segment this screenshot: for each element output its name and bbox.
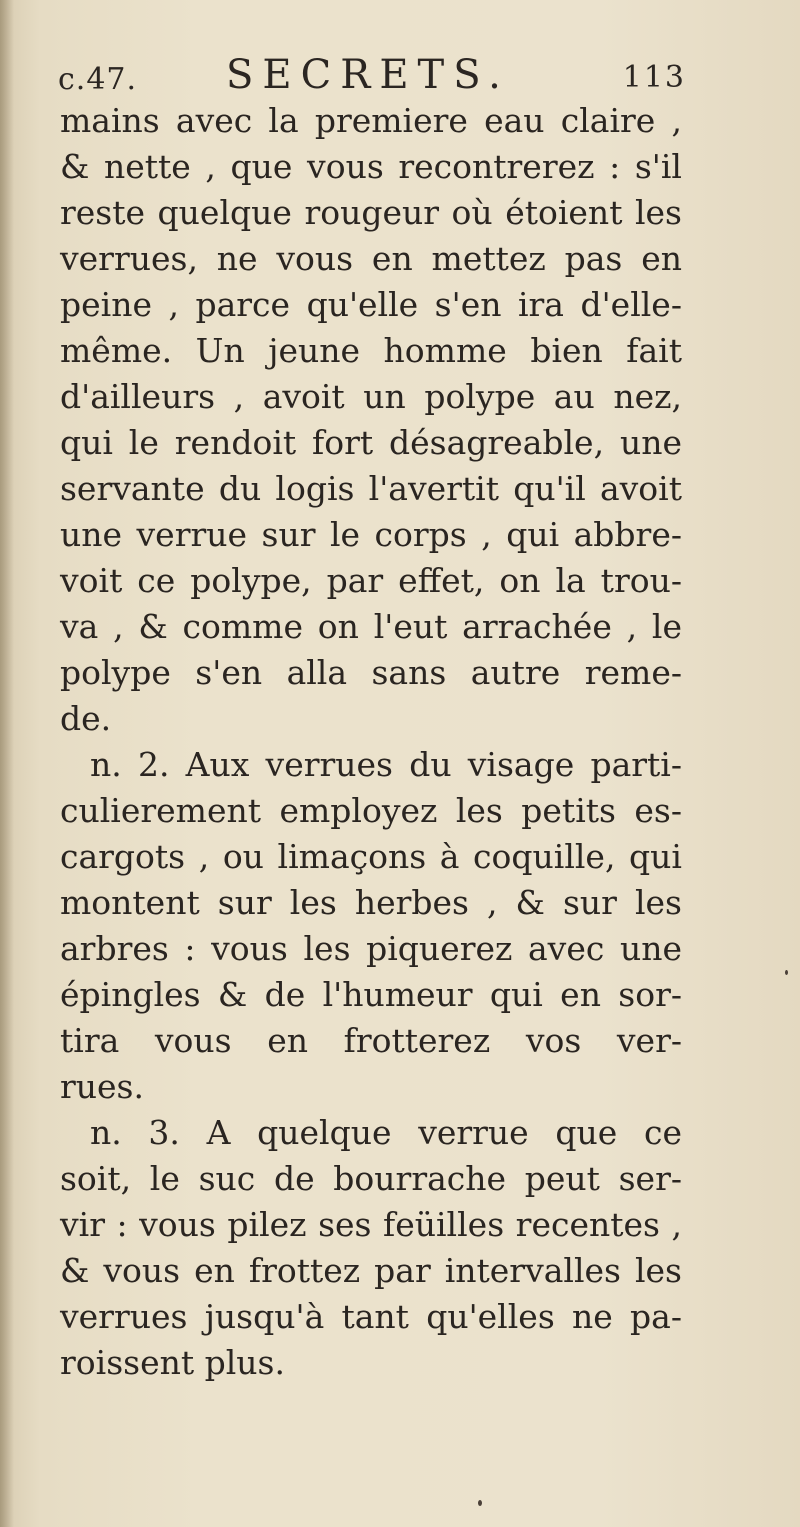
text-line: voit ce polype, par effet, on la trou-: [60, 561, 682, 600]
text-line: reste quelque rougeur où étoient les: [60, 193, 682, 232]
text-line: épingles & de l'humeur qui en sor-: [60, 975, 682, 1014]
binding-shadow: [0, 0, 14, 1527]
text-line: de.: [60, 699, 112, 738]
text-line: montent sur les herbes , & sur les: [60, 883, 682, 922]
text-line: vir : vous pilez ses feüilles recentes ,: [60, 1205, 682, 1244]
chapter-reference: c.47.: [58, 62, 138, 97]
text-line: rues.: [60, 1067, 144, 1106]
running-head: [58, 52, 686, 102]
paragraph-start-line: n. 2. Aux verrues du visage parti-: [90, 745, 682, 784]
text-line: d'ailleurs , avoit un polype au nez,: [60, 377, 682, 416]
text-line: arbres : vous les piquerez avec une: [60, 929, 682, 968]
text-line: & vous en frottez par intervalles les: [60, 1251, 682, 1290]
text-line: culierement employez les petits es-: [60, 791, 682, 830]
text-line: va , & comme on l'eut arrachée , le: [60, 607, 682, 646]
text-line: peine , parce qu'elle s'en ira d'elle-: [60, 285, 682, 324]
text-line: polype s'en alla sans autre reme-: [60, 653, 682, 692]
body-text: [60, 98, 682, 1386]
page-number: 113: [622, 60, 686, 95]
paper-speck: [478, 1500, 482, 1506]
text-line: & nette , que vous recontrerez : s'il: [60, 147, 682, 186]
text-line: mains avec la premiere eau claire ,: [60, 101, 682, 140]
text-line: même. Un jeune homme bien fait: [60, 331, 682, 370]
text-line: tira vous en frotterez vos ver-: [60, 1021, 682, 1060]
text-line: cargots , ou limaçons à coquille, qui: [60, 837, 682, 876]
text-line: une verrue sur le corps , qui abbre-: [60, 515, 682, 554]
text-line: verrues jusqu'à tant qu'elles ne pa-: [60, 1297, 682, 1336]
text-line: qui le rendoit fort désagreable, une: [60, 423, 682, 462]
running-title: SECRETS.: [226, 52, 510, 98]
text-line: soit, le suc de bourrache peut ser-: [60, 1159, 682, 1198]
paragraph-start-line: n. 3. A quelque verrue que ce: [90, 1113, 682, 1152]
text-line: roissent plus.: [60, 1343, 285, 1382]
text-line: verrues, ne vous en mettez pas en: [60, 239, 682, 278]
text-line: servante du logis l'avertit qu'il avoit: [60, 469, 682, 508]
paper-speck: [785, 970, 788, 975]
